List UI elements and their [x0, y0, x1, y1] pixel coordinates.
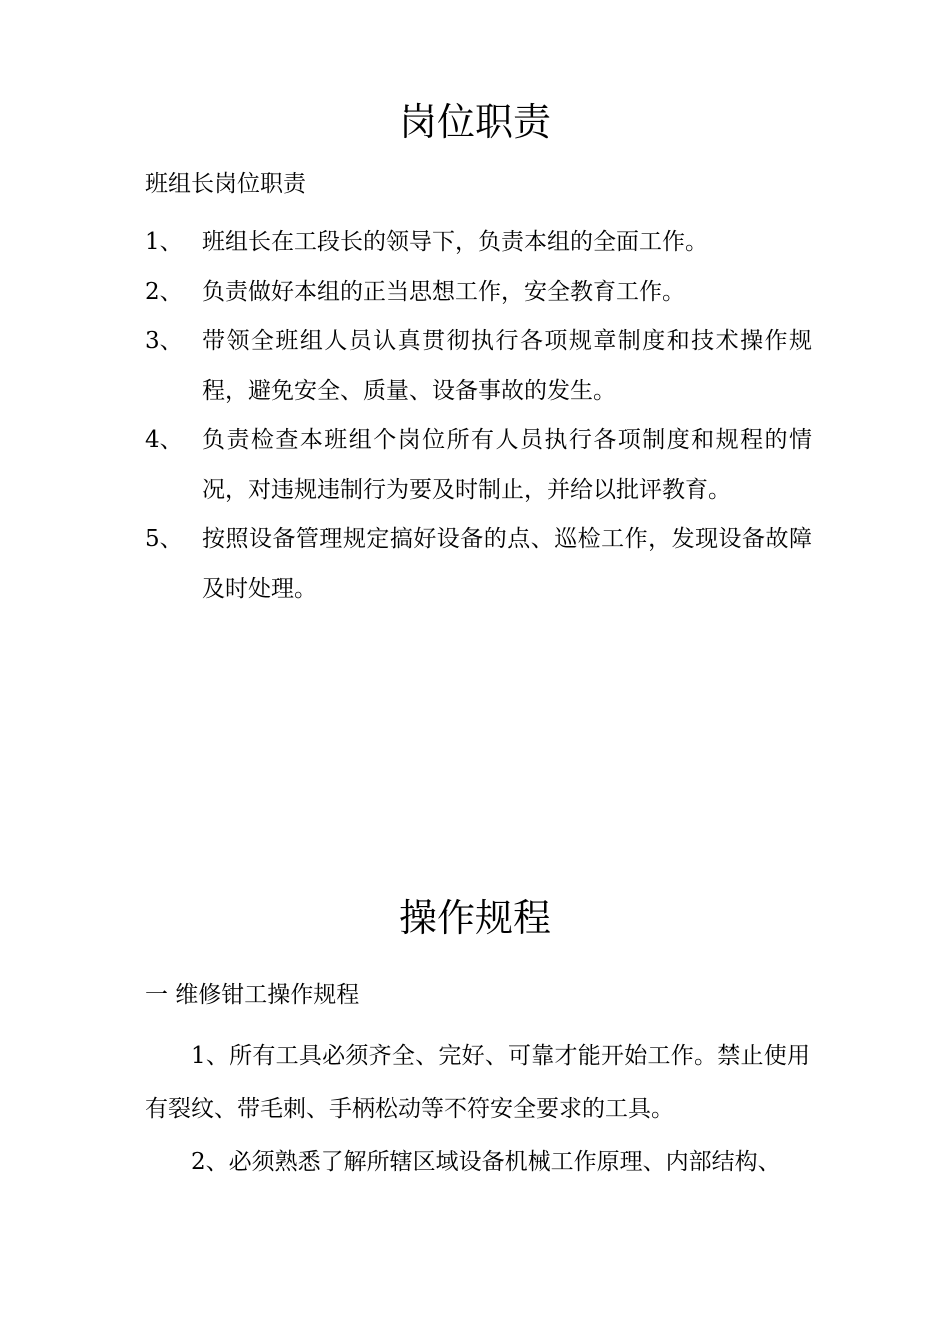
list-item-number: 1、	[145, 229, 183, 255]
page-title: 操作规程	[398, 896, 551, 940]
list-item-text: 负责检查本班组个岗位所有人员执行各项制度和规程的情况，对违规违制行为要及时制止，并给以批评教育。	[202, 427, 812, 503]
list-item-text: 带领全班组人员认真贯彻执行各项规章制度和技术操作规程，避免安全、质量、设备事故的发生。	[202, 328, 812, 404]
list-item	[145, 416, 825, 515]
list-item-number: 5、	[145, 526, 183, 552]
list-item-text: 班组长在工段长的领导下，负责本组的全面工作。	[202, 229, 708, 255]
list-item	[145, 268, 825, 318]
list-item	[145, 515, 825, 614]
body-paragraph: 1、所有工具必须齐全、完好、可靠才能开始工作。禁止使用有裂纹、带毛刺、手柄松动等不符安全要求的工具。	[145, 1043, 810, 1122]
list-item-number: 2、	[145, 278, 183, 305]
list-item-text: 负责做好本组的正当思想工作，安全教育工作。	[202, 278, 685, 305]
duty-list	[145, 218, 825, 614]
list-item-text: 按照设备管理规定搞好设备的点、巡检工作，发现设备故障及时处理。	[202, 526, 812, 602]
list-item	[145, 218, 825, 268]
list-item-number: 3、	[145, 328, 183, 354]
body-paragraph: 2、必须熟悉了解所辖区域设备机械工作原理、内部结构、	[191, 1149, 781, 1175]
list-item	[145, 317, 825, 416]
section-subtitle: 一 维修钳工操作规程	[145, 982, 360, 1008]
page-title: 岗位职责	[398, 100, 551, 144]
section-subtitle: 班组长岗位职责	[145, 171, 306, 197]
list-item-number: 4、	[145, 427, 183, 453]
